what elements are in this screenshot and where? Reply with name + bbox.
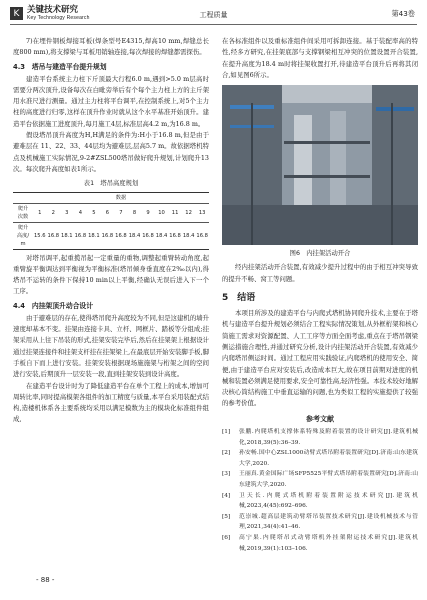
reference-item: [5] 范崇城.超高层建筑动臂塔吊装置技术研究[J].建设机械技术与管理,2021,34(4):41–46. xyxy=(222,513,418,531)
journal-title-cn: 关键技术研究 xyxy=(27,5,79,15)
table-cell: 1 xyxy=(33,203,47,222)
table-cell: 18.1 xyxy=(87,222,101,249)
references-title: 参考文献 xyxy=(306,414,334,423)
table-cell: 7 xyxy=(114,203,128,222)
table-cell: 18.4 xyxy=(155,222,169,249)
photo-illustration xyxy=(222,85,418,245)
section-heading-4-4: 4.4 内挂架顶升动合设计 xyxy=(13,301,94,310)
volume-label: 第43卷 xyxy=(391,9,415,18)
table-cell: 13 xyxy=(195,203,209,222)
table-cell: 6 xyxy=(101,203,115,222)
table-corner xyxy=(13,192,33,203)
table-cell: 16.8 xyxy=(141,222,155,249)
table-cell: 16.8 xyxy=(101,222,115,249)
reference-item: [4] 卫天长.内爬式塔机附着装置附运技术研究[J].建筑机械,2023,4(45):692–696. xyxy=(222,492,418,510)
table-cell: 3 xyxy=(60,203,74,222)
table-cell: 16.8 xyxy=(74,222,88,249)
table-title: 表1 塔吊高度规划 xyxy=(83,180,139,188)
row-label: 爬升 次数 xyxy=(13,203,33,222)
paragraph: 在建造平台设计时为了降低建造平台在单个工程上的成本,增加可周转比率,同时提高模架各组件的加工精度与质量,本平台采用装配式结构,造楼机体系各主要系统均采用以满足模数为主的模块化标准组件组成, xyxy=(13,381,209,424)
left-column xyxy=(13,36,209,426)
reference-item: [2] 孙安畅.国中心ZSL1000动臂式塔吊附着装置研究[D].济南:山东建筑大学,2020. xyxy=(222,450,418,467)
figure-caption: 图6 内挂架活动开合 xyxy=(289,250,351,258)
paragraph: 在各标准组件以及重标准组件间采用可拆卸连接。基于装配率高的特性,经多方研究,在挂架底部与支撑钢梁相互冲突的位置设置开合装置,在提升高度为18.4 m时将挂架收置打开,待建造平台顶升后再将其闭合,如见图6所示。 xyxy=(222,37,418,79)
paragraph: 由于避难层的存在,使得塔吊爬升高度较为不同,但是这建机的墙升速度却基本不变。挂架由连接卡具、立杆、网框片、踏板等分组成;挂架采用从上往下吊装的形式,挂架安装完毕后,然后在挂架架上根据设计通过挂架连接件和挂架支杆挂在挂架梁上,在最底层开始安装脚手板,脚手板自下而上进行安装。挂架安装根据现场施施架与桁架之间的空间进行安装,后期顶升一层安装一段,直到挂架安装到设计高度。 xyxy=(13,313,209,379)
reference-item: [6] 高宁果.内爬塔吊式动臂塔机外挂架附运技术研究[J].建筑机械,2019,39(1):103–106. xyxy=(222,534,418,552)
table-cell: 16.8 xyxy=(47,222,61,249)
table-col-header: 数据 xyxy=(33,192,209,203)
reference-item: [1] 张鹏.内爬塔机支撑体系特殊及附着装置的设计研究[J].建筑机械化,2018,39(5):36–39. xyxy=(222,429,418,446)
table-cell: 16.8 xyxy=(195,222,209,249)
climb-plan-table xyxy=(13,192,209,250)
table-cell: 8 xyxy=(128,203,142,222)
table-cell: 4 xyxy=(74,203,88,222)
table-cell: 18.1 xyxy=(60,222,74,249)
table-cell: 5 xyxy=(87,203,101,222)
paragraph: 对塔吊调平,起重揽吊起一定重量的重物,调整起重臂转动角度,起重臂旋平衡调达到平衡视为平衡标准(塔吊倾身垂直度在2‰以内),得塔吊不运转的条件下保持10 min以上平衡,经确认无误后进入下一个工序。 xyxy=(13,253,209,296)
table-cell: 18.4 xyxy=(128,222,142,249)
section-title: 工程质量 xyxy=(199,11,228,19)
paragraph: 本项目所涉及的建造平台与内爬式塔机协同爬升技术,主要在于塔机与建造平台提升规划必须结合工程实际情况策划,从外框桁架和核心筒施工需求对资源配置、人工工序等方面全面考虑,重点在于塔吊钢梁侧运措施合理性,并通过研究分析,设计内挂架活动开合装置,有效减少内爬塔吊侧运时间。通过工程应用实践验证,内爬塔机的使用安全、简便,由于建造平台应对安装后,改造成本巨大,故在项目前期对进度的机械和装置必须满足使用要求,安全可靠性高,轻济性强。本技术较好地解决核心筒结构施工中垂直运输的问题,也为类似工程的实施提供了较强的参考价值。 xyxy=(222,309,418,408)
journal-title-en: Key Technology Research xyxy=(27,15,90,21)
header-divider xyxy=(10,24,417,25)
table-cell: 18.4 xyxy=(182,222,196,249)
table-cell: 16.8 xyxy=(114,222,128,249)
table-cell: 11 xyxy=(168,203,182,222)
page-number: - 88 - xyxy=(36,576,55,584)
table-cell: 2 xyxy=(47,203,61,222)
right-column xyxy=(222,36,418,554)
paragraph: 7)在埋件钢板焊接耳板(焊条型号E4315,焊高10 mm,焊缝总长度800 mm),将支撑梁与耳板用销轴连接,每次焊接的焊缝都需探伤。 xyxy=(13,37,209,57)
section-heading-4-3: 4.3 塔吊与建造平台提升规划 xyxy=(13,62,107,71)
hanging-frame-photo xyxy=(222,85,418,245)
paragraph: 建造平台系统主力柱下斤顶最大行程6.0 m,遇到>5.0 m层高时需要分两次顶升,设备每次在白毗旁举后有个每个主力柱上方的主斤架用水准尺进行测量。通过主力柱将平台调平,在控制系统上,对5个主力柱的高度进行归零,这样在顶升作业时就从这个水平基准开始顶升。建造平台依据施工进度顶升,每月施工4层,标准层高4.2 m,为16.8 m。 xyxy=(13,74,209,128)
row-label: 爬升 高度/ m xyxy=(13,222,33,249)
table-cell: 10 xyxy=(155,203,169,222)
table-cell: 12 xyxy=(182,203,196,222)
paragraph: 经内挂架活动开合装置,有效减少提升过程中的由于相互冲突导致的提升不畅、窝工等问题。 xyxy=(222,263,418,283)
table-cell: 15.6 xyxy=(33,222,47,249)
paragraph: 假设塔吊顶升高度为H,H满足的条件为:H小于16.8 m,但是由于避难层在 11、22、33、44层均为避难层,层高5.7 m。故依据塔机特点及机械施工实际情况,9-2#ZSL500塔吊做好爬升规划,计划爬升13次。每次爬升高度如表1所示。 xyxy=(13,131,209,173)
reference-list xyxy=(222,427,418,554)
logo-mark: K xyxy=(10,7,23,20)
table-cell: 9 xyxy=(141,203,155,222)
table-cell: 16.8 xyxy=(168,222,182,249)
section-heading-5: 5 结语 xyxy=(222,293,256,304)
reference-item: [3] 王丽真.黄金国际广场SFP5525平臂式塔吊附着装置研究[D].济南:山东建筑大学,2020. xyxy=(222,471,418,489)
